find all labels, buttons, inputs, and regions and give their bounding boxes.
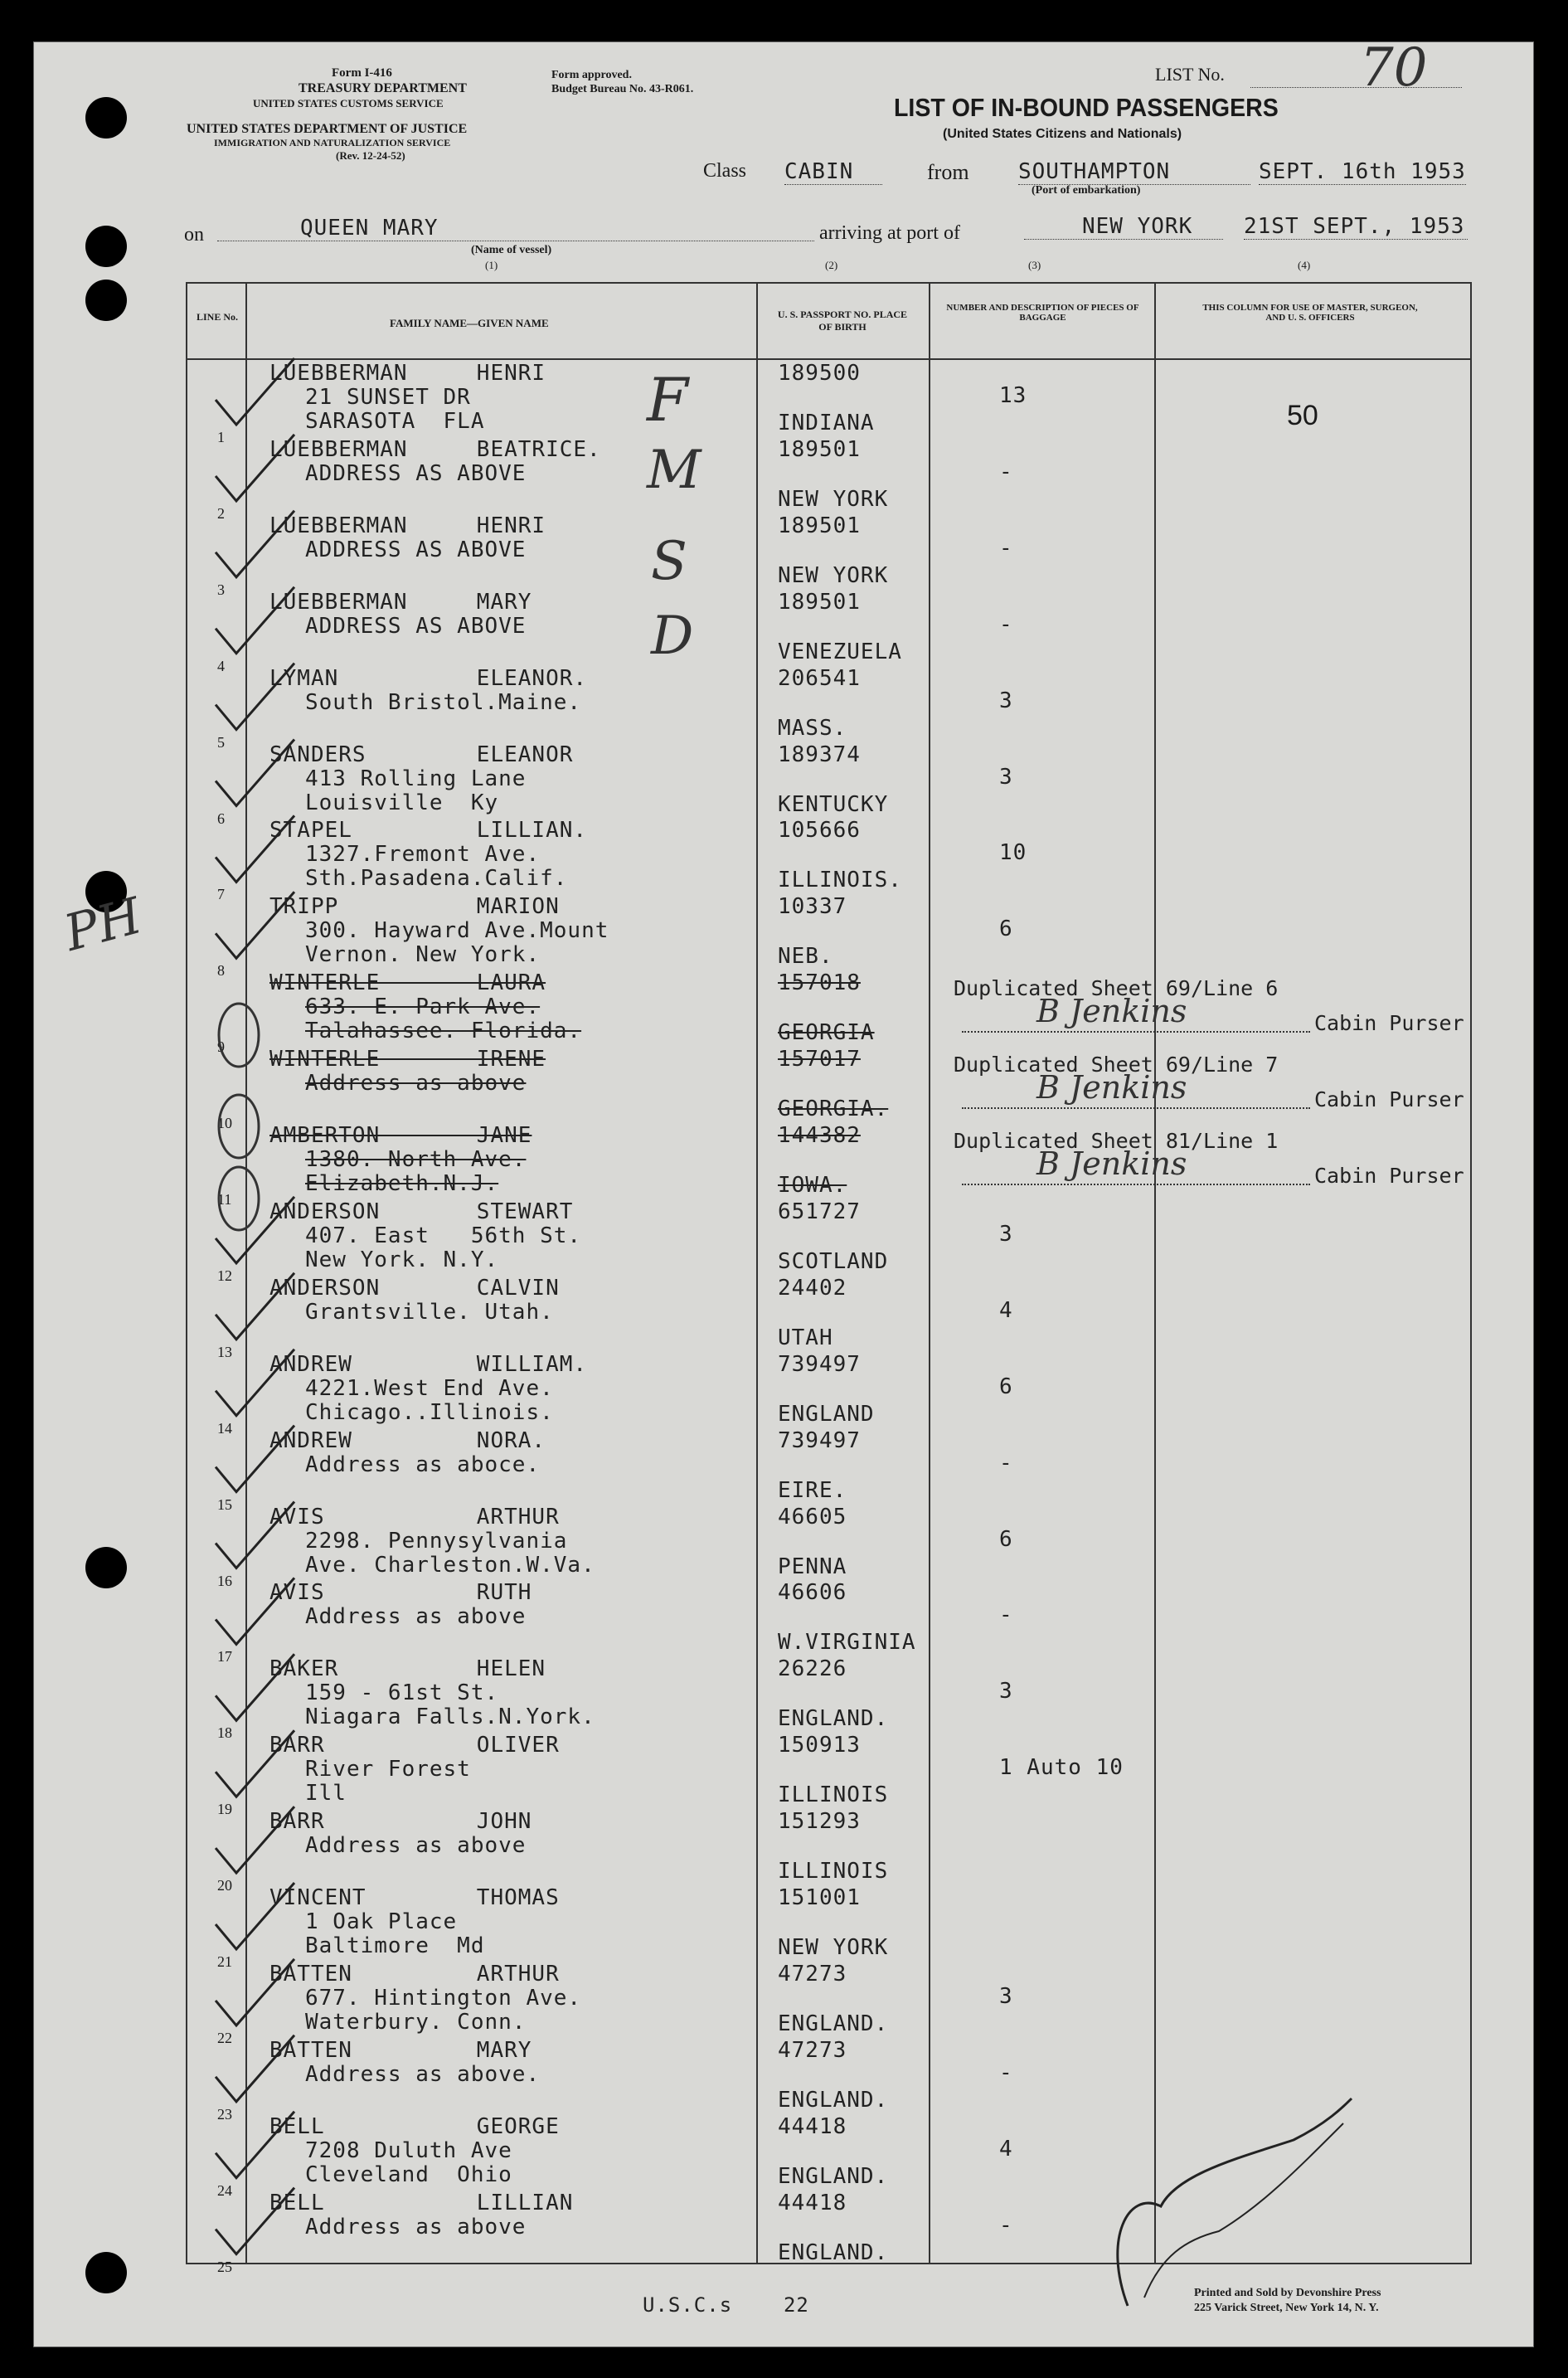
margin-mark: S [651,531,687,592]
customs-service: UNITED STATES CUSTOMS SERVICE [253,97,444,109]
passport-number: 189501 [778,513,861,538]
address-line-1: 300. Hayward Ave.Mount [305,918,609,944]
header-name: FAMILY NAME—GIVEN NAME [390,317,549,329]
passenger-name: ANDREW NORA. [269,1427,546,1453]
address-line-2: Elizabeth.N.J. [305,1171,499,1196]
tick-mark [216,1959,294,2025]
address-line-1: ADDRESS AS ABOVE [305,537,527,562]
line-number: 15 [217,1495,232,1513]
baggage-count: - [999,2059,1013,2085]
port-value: NEW YORK [1024,214,1223,240]
officer-note: Duplicated Sheet 69/Line 6 [954,976,1279,1001]
margin-mark: F [647,365,688,435]
passenger-name: BATTEN ARTHUR [269,1961,560,1987]
passport-number: 206541 [778,665,861,691]
column-number-4: (4) [1298,259,1311,271]
line-number: 13 [217,1343,232,1360]
passenger-name: BAKER HELEN [269,1656,546,1682]
page-title: LIST OF IN-BOUND PASSENGERS [894,93,1279,122]
line-number: 6 [217,810,225,827]
place-of-birth: KENTUCKY [778,791,889,817]
tick-mark [216,2188,294,2254]
passenger-name: TRIPP MARION [269,894,560,920]
passenger-name: BELL LILLIAN [269,2190,574,2215]
tick-mark [216,1349,294,1416]
address-line-1: ADDRESS AS ABOVE [305,460,527,486]
place-of-birth: ENGLAND. [778,2239,889,2265]
tick-mark [216,1578,294,1644]
address-line-1: 677. Hintington Ave. [305,1985,582,2011]
class-value: CABIN [784,159,882,185]
passport-number: 44418 [778,2113,847,2139]
address-line-1: Address as above [305,1071,527,1097]
ins-service: IMMIGRATION AND NATURALIZATION SERVICE [214,137,451,148]
tick-mark [216,1426,294,1492]
baggage-count: - [999,2212,1013,2238]
address-line-1: Address as above [305,2214,527,2239]
place-of-birth: MASS. [778,715,847,741]
purser-signature: B Jenkins [1036,1145,1187,1182]
passenger-name: BARR JOHN [269,1809,532,1835]
baggage-count: 3 [999,1679,1013,1704]
tick-mark [216,1807,294,1873]
line-number: 17 [217,1648,232,1666]
address-line-2: Ave. Charleston.W.Va. [305,1552,595,1578]
address-line-2: SARASOTA FLA [305,409,485,434]
place-of-birth: VENEZUELA [778,639,902,664]
passenger-name: VINCENT THOMAS [269,1885,560,1910]
purser-title: Cabin Purser [1314,1164,1464,1188]
passport-number: 47273 [778,2037,847,2063]
tick-mark [216,2112,294,2178]
purser-signature: B Jenkins [1036,1069,1187,1106]
header-line-no: LINE No. [196,311,238,323]
place-of-birth: ILLINOIS. [778,868,902,893]
signature-stroke [1144,2123,1343,2298]
line-number: 2 [217,504,225,522]
vessel-caption: (Name of vessel) [471,244,552,256]
passenger-name: AMBERTON JANE [269,1123,532,1148]
address-line-1: Address as above [305,1833,527,1859]
passport-number: 739497 [778,1427,861,1453]
line-number: 21 [217,1953,232,1970]
circle-mark [219,1004,259,1067]
place-of-birth: UTAH [778,1325,833,1350]
passenger-name: LYMAN ELEANOR. [269,665,588,691]
baggage-count: 10 [999,840,1027,866]
place-of-birth: PENNA [778,1554,847,1579]
printer-line-2: 225 Varick Street, New York 14, N. Y. [1194,2302,1379,2314]
passenger-name: ANDERSON CALVIN [269,1275,560,1301]
passenger-name: LUEBBERMAN HENRI [269,513,546,538]
address-line-1: 1327.Fremont Ave. [305,842,541,868]
line-number: 25 [217,2258,232,2275]
passenger-name: WINTERLE LAURA [269,970,546,996]
line-number: 16 [217,1572,232,1589]
address-line-1: ADDRESS AS ABOVE [305,613,527,639]
address-line-2: Niagara Falls.N.York. [305,1704,595,1730]
address-line-1: Grantsville. Utah. [305,1299,554,1325]
header-baggage: NUMBER AND DESCRIPTION OF PIECES OF BAGGAGE [946,303,1139,323]
line-number: 11 [217,1191,232,1208]
purser-title: Cabin Purser [1314,1011,1464,1036]
tick-mark [216,1197,294,1263]
vessel-value: QUEEN MARY [217,216,814,241]
header-passport: U. S. PASSPORT NO. PLACE OF BIRTH [777,309,908,333]
place-of-birth: ENGLAND. [778,2087,889,2113]
printer-line-1: Printed and Sold by Devonshire Press [1194,2287,1381,2299]
place-of-birth: NEW YORK [778,486,889,512]
line-number: 9 [217,1038,225,1056]
passport-number: 189501 [778,436,861,462]
address-line-2: Ill [305,1781,347,1807]
place-of-birth: EIRE. [778,1477,847,1503]
address-line-1: Address as aboce. [305,1452,541,1477]
passport-number: 189501 [778,589,861,615]
line-number: 14 [217,1419,232,1437]
address-line-1: 413 Rolling Lane [305,766,527,791]
place-of-birth: NEW YORK [778,1935,889,1960]
passport-number: 47273 [778,1961,847,1987]
line-number: 8 [217,962,225,980]
passport-number: 151293 [778,1809,861,1835]
revision: (Rev. 12-24-52) [336,149,405,162]
passenger-name: WINTERLE IRENE [269,1047,546,1072]
tick-mark [216,1654,294,1720]
place-of-birth: ILLINOIS [778,1782,889,1808]
place-of-birth: ENGLAND. [778,2011,889,2036]
baggage-count: 6 [999,917,1013,942]
list-no-value: 70 [1360,37,1428,99]
passenger-name: BATTEN MARY [269,2037,532,2063]
port-caption: (Port of embarkation) [1032,184,1141,197]
address-line-2: Waterbury. Conn. [305,2009,527,2035]
purser-title: Cabin Purser [1314,1087,1464,1112]
line-number: 18 [217,1724,232,1742]
place-of-birth: GEORGIA. [778,1097,889,1122]
margin-mark: PH [58,887,148,963]
passenger-name: LUEBBERMAN MARY [269,589,532,615]
address-line-1: 4221.West End Ave. [305,1375,554,1401]
passport-number: 24402 [778,1275,847,1301]
address-line-2: Sth.Pasadena.Calif. [305,866,568,892]
list-no-label: LIST No. [1155,64,1225,85]
tick-mark [216,435,294,501]
place-of-birth: INDIANA [778,411,875,435]
passport-number: 44418 [778,2190,847,2215]
address-line-1: 633. E. Park Ave. [305,994,541,1020]
place-of-birth: W.VIRGINIA [778,1630,916,1656]
place-of-birth: SCOTLAND [778,1248,889,1274]
header-officers: THIS COLUMN FOR USE OF MASTER, SURGEON, AND U. S. OFFICERS [1202,303,1418,323]
passenger-name: SANDERS ELEANOR [269,742,574,767]
treasury-dept: TREASURY DEPARTMENT [299,81,467,95]
officer-note: 50 [1287,400,1318,431]
line-number: 7 [217,886,225,903]
baggage-count: 3 [999,1221,1013,1247]
baggage-count: 1 Auto 10 [999,1755,1124,1781]
column-number-2: (2) [825,259,838,271]
passenger-name: ANDERSON STEWART [269,1199,574,1224]
baggage-count: - [999,535,1013,561]
address-line-2: Chicago..Illinois. [305,1399,554,1425]
departure-date: SEPT. 16th 1953 [1259,159,1466,184]
passport-number: 157017 [778,1047,861,1072]
from-value: SOUTHAMPTON [1018,159,1250,185]
place-of-birth: ENGLAND. [778,2163,889,2189]
address-line-1: River Forest [305,1757,471,1782]
line-number: 5 [217,733,225,751]
passport-number: 26226 [778,1656,847,1682]
passenger-name: ANDREW WILLIAM. [269,1351,588,1377]
tick-mark [216,1883,294,1949]
passenger-name: AVIS RUTH [269,1580,532,1606]
line-number: 10 [217,1115,232,1132]
address-line-2: Vernon. New York. [305,942,541,968]
officer-note: Duplicated Sheet 81/Line 1 [954,1129,1279,1153]
tick-mark [216,2035,294,2102]
tick-mark [216,892,294,958]
passenger-name: BELL GEORGE [269,2113,560,2139]
place-of-birth: ENGLAND [778,1401,875,1427]
circle-mark [219,1167,259,1230]
passport-number: 10337 [778,894,847,920]
line-number: 12 [217,1267,232,1284]
passport-number: 189500 [778,361,861,386]
line-number: 22 [217,2029,232,2046]
line-number: 24 [217,2181,232,2199]
tick-mark [216,740,294,806]
tick-mark [216,1502,294,1568]
form-number: Form I-416 [332,66,392,80]
place-of-birth: IOWA. [778,1173,847,1198]
tick-mark [216,358,294,425]
baggage-count: - [999,1602,1013,1628]
passport-number: 150913 [778,1733,861,1758]
passenger-name: LUEBBERMAN BEATRICE. [269,436,601,462]
passenger-name: STAPEL LILLIAN. [269,818,588,844]
passenger-name: BARR OLIVER [269,1733,560,1758]
passport-number: 46606 [778,1580,847,1606]
column-number-3: (3) [1028,259,1041,271]
purser-signature: B Jenkins [1036,993,1187,1030]
address-line-1: Address as above [305,1604,527,1630]
bottom-note: U.S.C.s 22 [643,2293,809,2317]
officer-note: Duplicated Sheet 69/Line 7 [954,1053,1279,1077]
page-subtitle: (United States Citizens and Nationals) [943,127,1182,141]
baggage-count: 3 [999,764,1013,790]
baggage-count: 6 [999,1374,1013,1399]
tick-mark [216,587,294,654]
baggage-count: 3 [999,1983,1013,2009]
form-approved: Form approved. [551,69,632,81]
budget-bureau: Budget Bureau No. 43-R061. [551,83,694,95]
passport-number: 105666 [778,818,861,844]
passport-number: 651727 [778,1199,861,1224]
address-line-2: Louisville Ky [305,790,499,815]
line-number: 20 [217,1877,232,1894]
baggage-count: 3 [999,688,1013,713]
tick-mark [216,511,294,577]
place-of-birth: GEORGIA [778,1020,875,1046]
passenger-name: LUEBBERMAN HENRI [269,361,546,386]
from-label: from [927,160,969,184]
address-line-1: 1380. North Ave. [305,1147,527,1172]
address-line-1: 407. East 56th St. [305,1223,582,1248]
baggage-count: - [999,1450,1013,1476]
line-number: 1 [217,429,225,445]
passenger-name: AVIS ARTHUR [269,1504,560,1529]
column-number-1: (1) [485,259,498,271]
signature-stroke [1118,2098,1352,2306]
baggage-count: 13 [999,383,1027,408]
baggage-count: 6 [999,1526,1013,1552]
address-line-1: 159 - 61st St. [305,1680,499,1706]
justice-dept: UNITED STATES DEPARTMENT OF JUSTICE [187,122,468,136]
arrival-date: 21ST SEPT., 1953 [1244,214,1468,240]
tick-mark [216,815,294,882]
baggage-count: - [999,611,1013,637]
line-number: 3 [217,581,225,598]
line-number: 4 [217,657,225,674]
address-line-2: Talahassee. Florida. [305,1019,582,1044]
place-of-birth: ILLINOIS [778,1859,889,1884]
tick-mark [216,1730,294,1797]
address-line-1: 1 Oak Place [305,1909,458,1934]
margin-mark: D [651,605,694,667]
baggage-count: 4 [999,2136,1013,2162]
class-label: Class [703,160,747,182]
on-label: on [184,224,204,246]
line-number: 19 [217,1801,232,1818]
passport-number: 144382 [778,1123,861,1148]
passport-number: 46605 [778,1504,847,1529]
address-line-1: South Bristol.Maine. [305,689,582,715]
address-line-1: 21 SUNSET DR [305,385,471,410]
address-line-1: Address as above. [305,2061,541,2087]
place-of-birth: NEW YORK [778,562,889,588]
passport-number: 739497 [778,1351,861,1377]
address-line-2: New York. N.Y. [305,1247,499,1272]
line-number: 23 [217,2105,232,2123]
address-line-2: Baltimore Md [305,1933,485,1958]
passport-number: 189374 [778,742,861,767]
address-line-1: 2298. Pennysylvania [305,1528,568,1554]
tick-mark [216,664,294,730]
address-line-1: 7208 Duluth Ave [305,2137,512,2163]
tick-mark [216,1273,294,1340]
address-line-2: Cleveland Ohio [305,2162,512,2187]
baggage-count: 4 [999,1297,1013,1323]
margin-mark: M [647,440,701,501]
place-of-birth: NEB. [778,944,833,970]
circle-mark [219,1095,259,1158]
baggage-count: - [999,459,1013,484]
arriving-label: arriving at port of [819,222,960,244]
passport-number: 151001 [778,1885,861,1910]
passport-number: 157018 [778,970,861,996]
place-of-birth: ENGLAND. [778,1706,889,1732]
